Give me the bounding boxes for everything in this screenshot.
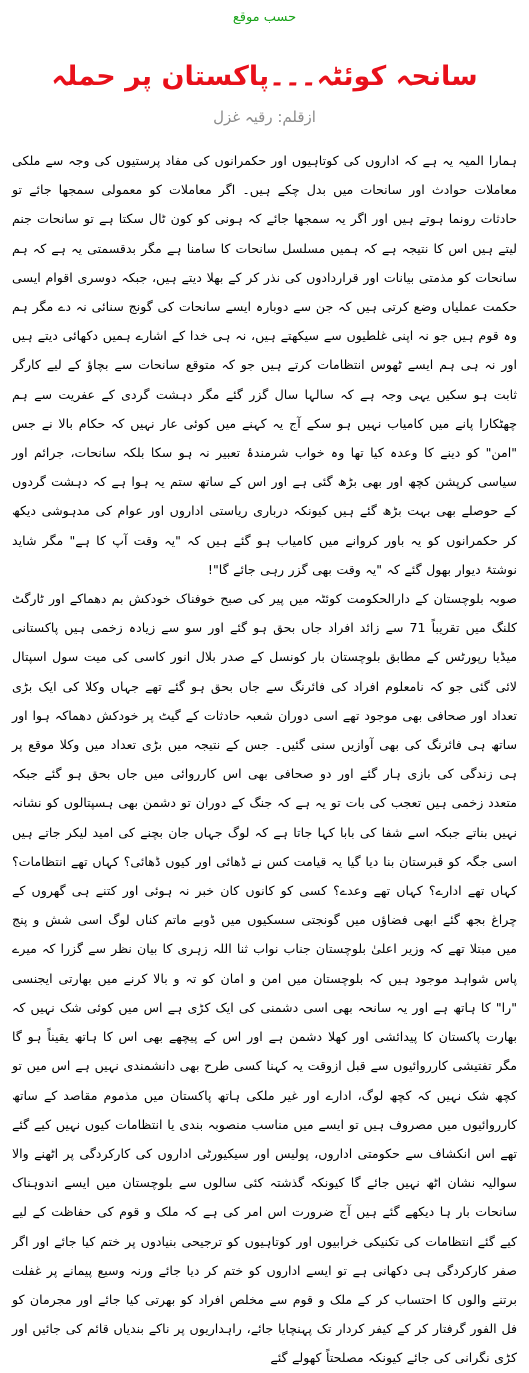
article-header — [12, 0, 517, 146]
article-body — [12, 146, 517, 1373]
article-paragraph-2: صوبہ بلوچستان کے دارالحکومت کوئٹہ میں پیر کی صبح خوفناک خودکش بم دھماکے اور ٹارگٹ کلنگ میں تقریباً 71 سے زائد افراد جاں بحق ہو گئے اور سو سے زیادہ زخمی ہیں پاکستانی میڈیا رپورٹس کے مطابق بلوچستان بار کونسل کے صدر بلال انور کاسی کی میت سول اسپتال لائی گئی جو کہ نامعلوم افراد کی فائرنگ سے جاں بحق ہو گئے تھے جہاں وکلا کی ایک بڑی تعداد اور صحافی بھی موجود تھے اسی دوران شعبہ حادثات کے گیٹ پر خودکش دھماکہ ہوا اور ساتھ ہی فائرنگ کی بھی آوازیں سنی گئیں۔ جس کے نتیجہ میں بڑی تعداد میں وکلا موقع پر ہی زندگی کی بازی ہار گئے اور دو صحافی بھی اس کارروائی میں جاں بحق ہو گئے جبکہ متعدد زخمی ہیں تعجب کی بات تو یہ ہے کہ جنگ کے دوران تو دشمن بھی ہسپتالوں کو نشانہ نہیں بناتے جبکہ اسے شفا کی بابا کہا جاتا ہے کہ لوگ جہاں جان بچنے کی امید لیکر جاتے ہیں اسی جگہ کو قبرستان بنا دیا گیا یہ قیامت کس نے ڈھائی اور کیوں ڈھائی؟ کہاں تھے انتظامات؟ کہاں تھے ادارے؟ کہاں تھے وعدے؟ کسی کو کانوں کان خبر نہ ہوئی اور کتنے ہی گھروں کے چراغ بجھ گئے ابھی فضاؤں میں گونجتی سسکیوں میں ڈوبے ماتم کناں لوگ اسی شش و پنج میں مبتلا تھے کہ وزیر اعلیٰ بلوچستان جناب نواب ثنا اللہ زہری کا بیان نظر سے گزرا کہ میرے پاس شواہد موجود ہیں کہ بلوچستان میں امن و امان کو تہ و بالا کرنے میں بھارتی ایجنسی "را" کا ہاتھ ہے اور یہ سانحہ بھی اسی دشمنی کی ایک کڑی ہے اس میں کوئی شک نہیں کہ بھارت پاکستان کا پیدائشی اور کھلا دشمن ہے اور اس کے پیچھے بھی اس کا ہاتھ یقیناً ہو گا مگر تفتیشی کارروائیوں سے قبل ازوقت یہ کہنا کسی طرح بھی دانشمندی نہیں ہے اس میں تو کچھ شک نہیں کہ کچھ لوگ، ادارے اور غیر ملکی ہاتھ پاکستان میں مذموم مقاصد کے ساتھ کارروائیوں میں مصروف ہیں تو ایسے میں مناسب منصوبہ بندی یا انتظامات کیوں نہیں کیے گئے تھے اس انکشاف سے حکومتی اداروں، پولیس اور سیکیورٹی اداروں کی کارکردگی پر اٹھنے والا سوالیہ نشان اٹھ نہیں جائے گا کیونکہ گذشتہ کئی سالوں سے بلوچستان میں ایسے اندوہناک سانحات بار ہا دیکھے گئے ہیں آج ضرورت اس امر کی ہے کہ ملک و قوم کی حفاظت کے لیے کیے گئے انتظامات کی تکنیکی خرابیوں اور کوتاہیوں کو ترجیحی بنیادوں پر ختم کیا جائے اور اگر صفر کارکردگی ہی دکھانی ہے تو ایسے اداروں کو ختم کر دیا جائے ورنہ وسیع پیمانے پر غفلت برتنے والوں کا احتساب کر کے ملک و قوم سے مخلص افراد کو بھرتی کیا جائے اور مجرمان کو فل الفور گرفتار کر کے کیفر کردار تک پہنچایا جائے، راہداریوں پر ناکے بندیاں قائم کی جائیں اور کڑی نگرانی کی جائے کیونکہ مصلحتاً کھولے گئے — [12, 591, 517, 1366]
article-title: سانحہ کوئٹہ۔۔۔پاکستان پر حملہ — [51, 61, 478, 92]
kicker-label: حسب موقع — [232, 10, 297, 25]
article-paragraph-1: ہمارا المیہ یہ ہے کہ اداروں کی کوتاہیوں اور حکمرانوں کی مفاد پرستیوں کی وجہ سے ملکی معاملات حوادث اور سانحات میں بدل چکے ہیں۔ اگر معاملات کو معمولی سمجھا جائے تو حادثات رونما ہوتے ہیں اور اگر یہ سمجھا جائے کہ ہونی کو کون ٹال سکتا ہے تو سانحات جنم لیتے ہیں اس کا نتیجہ ہے کہ ہمیں مسلسل سانحات کا سامنا ہے مگر بدقسمتی یہ ہے کہ ہم سانحات کو مذمتی بیانات اور قراردادوں کی نذر کر کے بھلا دیتے ہیں، جبکہ دوسری اقوام ایسی حکمت عملیاں وضع کرتی ہیں کہ جن سے دوبارہ ایسے سانحات کی گونج سنائی نہ دے مگر ہم وہ قوم ہیں جو نہ اپنی غلطیوں سے سیکھتے ہیں، نہ ہی خدا کے اشارے ہمیں دکھائی دیتے ہیں اور نہ ہی ہم ایسے ٹھوس انتظامات کرتے ہیں جو کہ متوقع سانحات سے بچاؤ کے لیے کارگر ثابت ہو سکیں یہی وجہ ہے کہ سالہا سال گزر گئے مگر دہشت گردی کے عفریت سے ہم چھٹکارا پانے میں کامیاب نہیں ہو سکے آج یہ کہنے میں کوئی عار نہیں کہ حکام بالا نے جس "امن" کو دینے کا وعدہ کیا تھا وہ خواب شرمندۂ تعبیر نہ ہو سکا بلکہ سانحات، جرائم اور سیاسی کرپشن کچھ اور بھی بڑھ گئی ہے اور اس کے ساتھ ستم یہ ہوا ہے کہ دہشت گردوں کے حوصلے بھی بہت بڑھ گئے ہیں کیونکہ درباری ریاستی اداروں اور عوام کی مدہوشی دیکھ کر حکمرانوں کو یہ باور کروانے میں کامیاب ہو گئے ہیں کہ "یہ وقت آپ کا ہے" مگر شاید نوشتۂ دیوار بھول گئے کہ "یہ وقت بھی گزر رہی جائے گا"! — [12, 153, 517, 577]
author-byline: ازقلم: رقیہ غزل — [213, 108, 316, 126]
